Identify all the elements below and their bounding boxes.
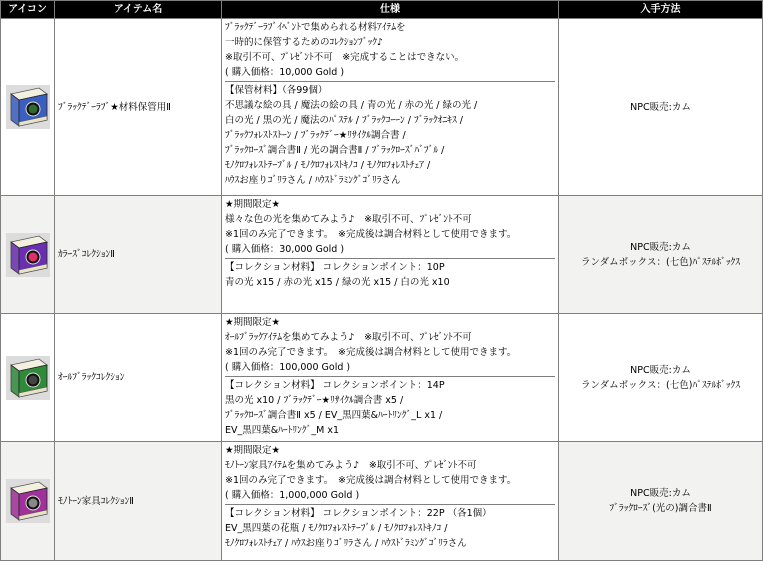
- spec-materials: [225, 258, 555, 291]
- method-cell: [559, 314, 763, 442]
- spec-cell: [222, 19, 559, 196]
- spec-line: ﾓﾉｸﾛﾌｫﾚｽﾄﾃｰﾌﾞﾙ / ﾓﾉｸﾛﾌｫﾚｽﾄｷﾉｺ / ﾓﾉｸﾛﾌｫﾚｽﾄﾁｪｱ /: [225, 160, 431, 171]
- book-colors-icon: [5, 232, 51, 278]
- spec-line: ※1回のみ完了できます。 ※完成後は調合材料として使用できます。: [225, 347, 517, 358]
- spec-line: EV_黒四葉の花瓶 / ﾓﾉｸﾛﾌｫﾚｽﾄﾃｰﾌﾞﾙ / ﾓﾉｸﾛﾌｫﾚｽﾄｷﾉｺ /: [225, 523, 448, 534]
- spec-line: ( 購入価格：30,000 Gold ): [225, 244, 345, 255]
- spec-description: [225, 442, 555, 504]
- method-line: NPC販売:カム: [630, 488, 691, 499]
- spec-line: ﾌﾞﾗｯｸﾌｫﾚｽﾄｽﾄｰﾝ / ﾌﾞﾗｯｸﾃﾞｰ★ﾘｻｲｸﾙ調合書 /: [225, 130, 406, 141]
- method-line: NPC販売:カム: [630, 101, 691, 113]
- spec-line: ( 購入価格：10,000 Gold ): [225, 67, 345, 78]
- spec-cell: [222, 196, 559, 314]
- table-row: [1, 314, 763, 442]
- icon-cell: [1, 19, 55, 196]
- header-spec: 仕様: [222, 1, 559, 19]
- spec-line: ﾊｳｽお座りｺﾞﾘﾗさん / ﾊｳｽﾄﾞﾗﾐﾝｸﾞｺﾞﾘﾗさん: [225, 175, 401, 186]
- header-item-name: アイテム名: [55, 1, 222, 19]
- spec-line: 【コレクション材料】 コレクションポイント：10P: [225, 262, 445, 273]
- header-row: [1, 1, 763, 19]
- spec-description: [225, 314, 555, 376]
- method-line: NPC販売:カム: [630, 241, 691, 253]
- method-cell: [559, 196, 763, 314]
- book-black-icon: [5, 84, 51, 130]
- spec-cell: [222, 314, 559, 442]
- spec-line: 青の光 x15 / 赤の光 x15 / 緑の光 x15 / 白の光 x10: [225, 277, 450, 288]
- spec-materials: [225, 81, 555, 189]
- spec-line: ( 購入価格：1,000,000 Gold ): [225, 490, 360, 501]
- table-row: [1, 442, 763, 561]
- method-line: ランダムボックス：(七色)ﾊﾟｽﾃﾙﾎﾞｯｸｽ: [581, 256, 740, 268]
- spec-line: ﾌﾞﾗｯｸﾛｰｽﾞ調合書Ⅱ / 光の調合書Ⅱ / ﾌﾞﾗｯｸﾛｰｽﾞﾊﾞﾌﾞﾙ /: [225, 145, 445, 156]
- table-row: [1, 196, 763, 314]
- spec-line: 【保管材料】（各99個）: [225, 85, 328, 96]
- spec-line: 不思議な絵の具 / 魔法の絵の具 / 青の光 / 赤の光 / 緑の光 /: [225, 100, 478, 111]
- spec-line: ※取引不可、ﾌﾟﾚｾﾞﾝﾄ不可 ※完成することはできない。: [225, 52, 465, 63]
- spec-materials: [225, 376, 555, 439]
- spec-line: ﾌﾞﾗｯｸﾛｰｽﾞ調合書Ⅱ x5 / EV_黒四葉&ﾊｰﾄﾘﾝｸﾞ_L x1 /: [225, 410, 443, 421]
- spec-materials: [225, 504, 555, 552]
- spec-line: 【コレクション材料】 コレクションポイント：22P （各1個）: [225, 508, 492, 519]
- icon-cell: [1, 196, 55, 314]
- icon-cell: [1, 314, 55, 442]
- spec-line: ﾓﾉｸﾛﾌｫﾚｽﾄﾁｪｱ / ﾊｳｽお座りｺﾞﾘﾗさん / ﾊｳｽﾄﾞﾗﾐﾝｸﾞｺﾞﾘﾗさん: [225, 538, 467, 549]
- spec-description: [225, 196, 555, 258]
- spec-line: ★期間限定★: [225, 317, 281, 328]
- book-monotone-icon: [5, 478, 51, 524]
- spec-line: 白の光 / 黒の光 / 魔法のﾊﾟｽﾃﾙ / ﾌﾞﾗｯｸｺｰｰﾝ / ﾌﾞﾗｯｸｵﾆｷｽ /: [225, 115, 463, 126]
- spec-line: ※1回のみ完了できます。 ※完成後は調合材料として使用できます。: [225, 475, 517, 486]
- spec-line: ﾓﾉﾄｰﾝ家具ｱｲﾃﾑを集めてみよう♪ ※取引不可、ﾌﾟﾚｾﾞﾝﾄ不可: [225, 460, 477, 471]
- method-line: ランダムボックス：(七色)ﾊﾟｽﾃﾙﾎﾞｯｸｽ: [581, 379, 740, 391]
- spec-line: ※1回のみ完了できます。 ※完成後は調合材料として使用できます。: [225, 229, 517, 240]
- header-method: 入手方法: [559, 1, 763, 19]
- spec-line: 【コレクション材料】 コレクションポイント：14P: [225, 380, 445, 391]
- icon-cell: [1, 442, 55, 561]
- spec-line: ★期間限定★: [225, 445, 281, 456]
- item-name: ｵｰﾙﾌﾞﾗｯｸｺﾚｸｼｮﾝ: [55, 314, 222, 442]
- spec-line: 一時的に保管するためのｺﾚｸｼｮﾝﾌﾞｯｸ♪: [225, 37, 384, 48]
- method-cell: [559, 19, 763, 196]
- spec-line: ★期間限定★: [225, 199, 281, 210]
- book-allblack-icon: [5, 355, 51, 401]
- item-name: ﾓﾉﾄｰﾝ家具ｺﾚｸｼｮﾝⅡ: [55, 442, 222, 561]
- spec-line: 様々な色の光を集めてみよう♪ ※取引不可、ﾌﾟﾚｾﾞﾝﾄ不可: [225, 214, 472, 225]
- item-name: ｶﾗｰｽﾞｺﾚｸｼｮﾝⅡ: [55, 196, 222, 314]
- spec-line: EV_黒四葉&ﾊｰﾄﾘﾝｸﾞ_M x1: [225, 425, 340, 436]
- spec-line: ( 購入価格：100,000 Gold ): [225, 362, 351, 373]
- spec-line: 黒の光 x10 / ﾌﾞﾗｯｸﾃﾞｰ★ﾘｻｲｸﾙ調合書 x5 /: [225, 395, 404, 406]
- spec-line: ﾌﾞﾗｯｸﾃﾞｰﾗﾌﾞｲﾍﾞﾝﾄで集められる材料ｱｲﾃﾑを: [225, 22, 406, 33]
- table-row: [1, 19, 763, 196]
- method-cell: [559, 442, 763, 561]
- item-name: ﾌﾞﾗｯｸﾃﾞｰﾗﾌﾞ★材料保管用Ⅱ: [55, 19, 222, 196]
- spec-description: [225, 19, 555, 81]
- spec-line: ｵｰﾙﾌﾞﾗｯｸｱｲﾃﾑを集めてみよう♪ ※取引不可、ﾌﾟﾚｾﾞﾝﾄ不可: [225, 332, 472, 343]
- method-line: NPC販売:カム: [630, 364, 691, 376]
- header-icon: アイコン: [1, 1, 55, 19]
- spec-cell: [222, 442, 559, 561]
- method-line: ﾌﾞﾗｯｸﾛｰｽﾞ(光の)調合書Ⅱ: [609, 503, 712, 514]
